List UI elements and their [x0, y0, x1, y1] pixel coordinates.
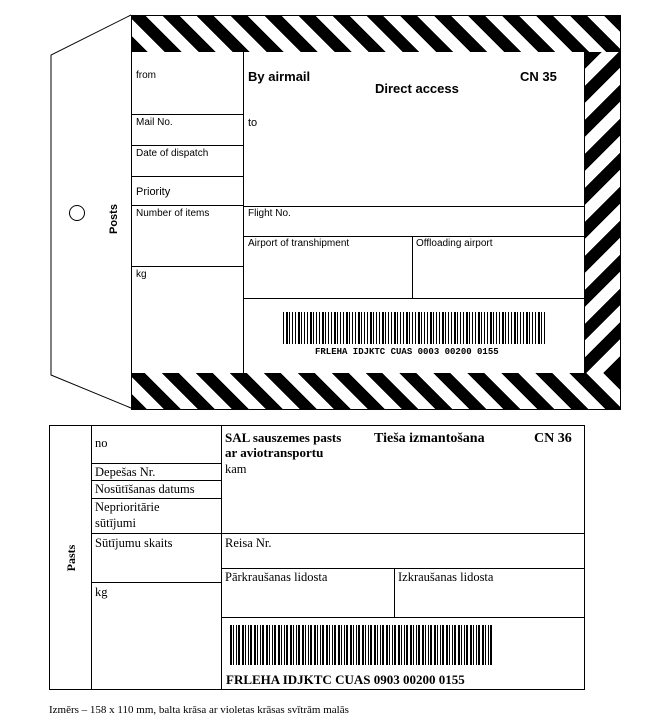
cn35-barcode-text: FRLEHA IDJKTC CUAS 0003 00200 0155: [315, 347, 499, 357]
priority-label: Priority: [136, 186, 171, 198]
reisa-nr-label: Reisa Nr.: [225, 536, 272, 550]
sal-label-2: ar aviotransportu: [225, 445, 324, 460]
cn36-barcode-text: FRLEHA IDJKTC CUAS 0903 00200 0155: [226, 672, 465, 687]
cn35-side-label: Posts: [108, 204, 120, 234]
kg-label: kg: [136, 269, 147, 280]
neprioritarie-label-1: Neprioritārie: [95, 500, 160, 514]
cn36-side-label: Pasts: [64, 544, 78, 572]
cn35-code: CN 35: [520, 69, 557, 84]
neprioritarie-label-2: sūtījumi: [95, 516, 136, 530]
footer-note: Izmērs – 158 x 110 mm, balta krāsa ar violetas krāsas svītrām malās: [49, 704, 349, 716]
cn36-code: CN 36: [534, 431, 572, 446]
airport-transhipment-label: Airport of transhipment: [248, 238, 350, 249]
top-stripe-border: [131, 15, 621, 52]
bottom-stripe-border: [131, 373, 621, 410]
from-label: from: [136, 70, 156, 81]
flight-no-label: Flight No.: [248, 208, 291, 219]
mail-no-label: Mail No.: [136, 117, 173, 128]
parkrausanas-label: Pārkraušanas lidosta: [225, 570, 328, 584]
nosutisanas-datums-label: Nosūtīšanas datums: [95, 482, 195, 496]
kam-label: kam: [225, 462, 247, 476]
offloading-airport-label: Offloading airport: [416, 238, 493, 249]
sutijumu-skaits-label: Sūtījumu skaits: [95, 536, 173, 550]
depesas-nr-label: Depešas Nr.: [95, 465, 156, 479]
by-airmail-label: By airmail: [248, 69, 311, 84]
to-label: to: [248, 117, 258, 129]
punch-hole-icon: [69, 205, 85, 221]
cn36-barcode: [230, 625, 492, 665]
number-of-items-label: Number of items: [136, 208, 210, 219]
izkrausanas-label: Izkraušanas lidosta: [398, 570, 494, 584]
kg-label-lv: kg: [95, 585, 108, 599]
tiesa-label: Tieša izmantošana: [374, 431, 485, 446]
no-label: no: [95, 436, 108, 450]
cn36-label: [0, 425, 645, 695]
right-stripe-border: [585, 52, 621, 373]
date-of-dispatch-label: Date of dispatch: [136, 148, 209, 159]
cn35-barcode: [283, 312, 547, 344]
direct-access-label: Direct access: [375, 81, 459, 96]
sal-label-1: SAL sauszemes pasts: [225, 430, 342, 445]
